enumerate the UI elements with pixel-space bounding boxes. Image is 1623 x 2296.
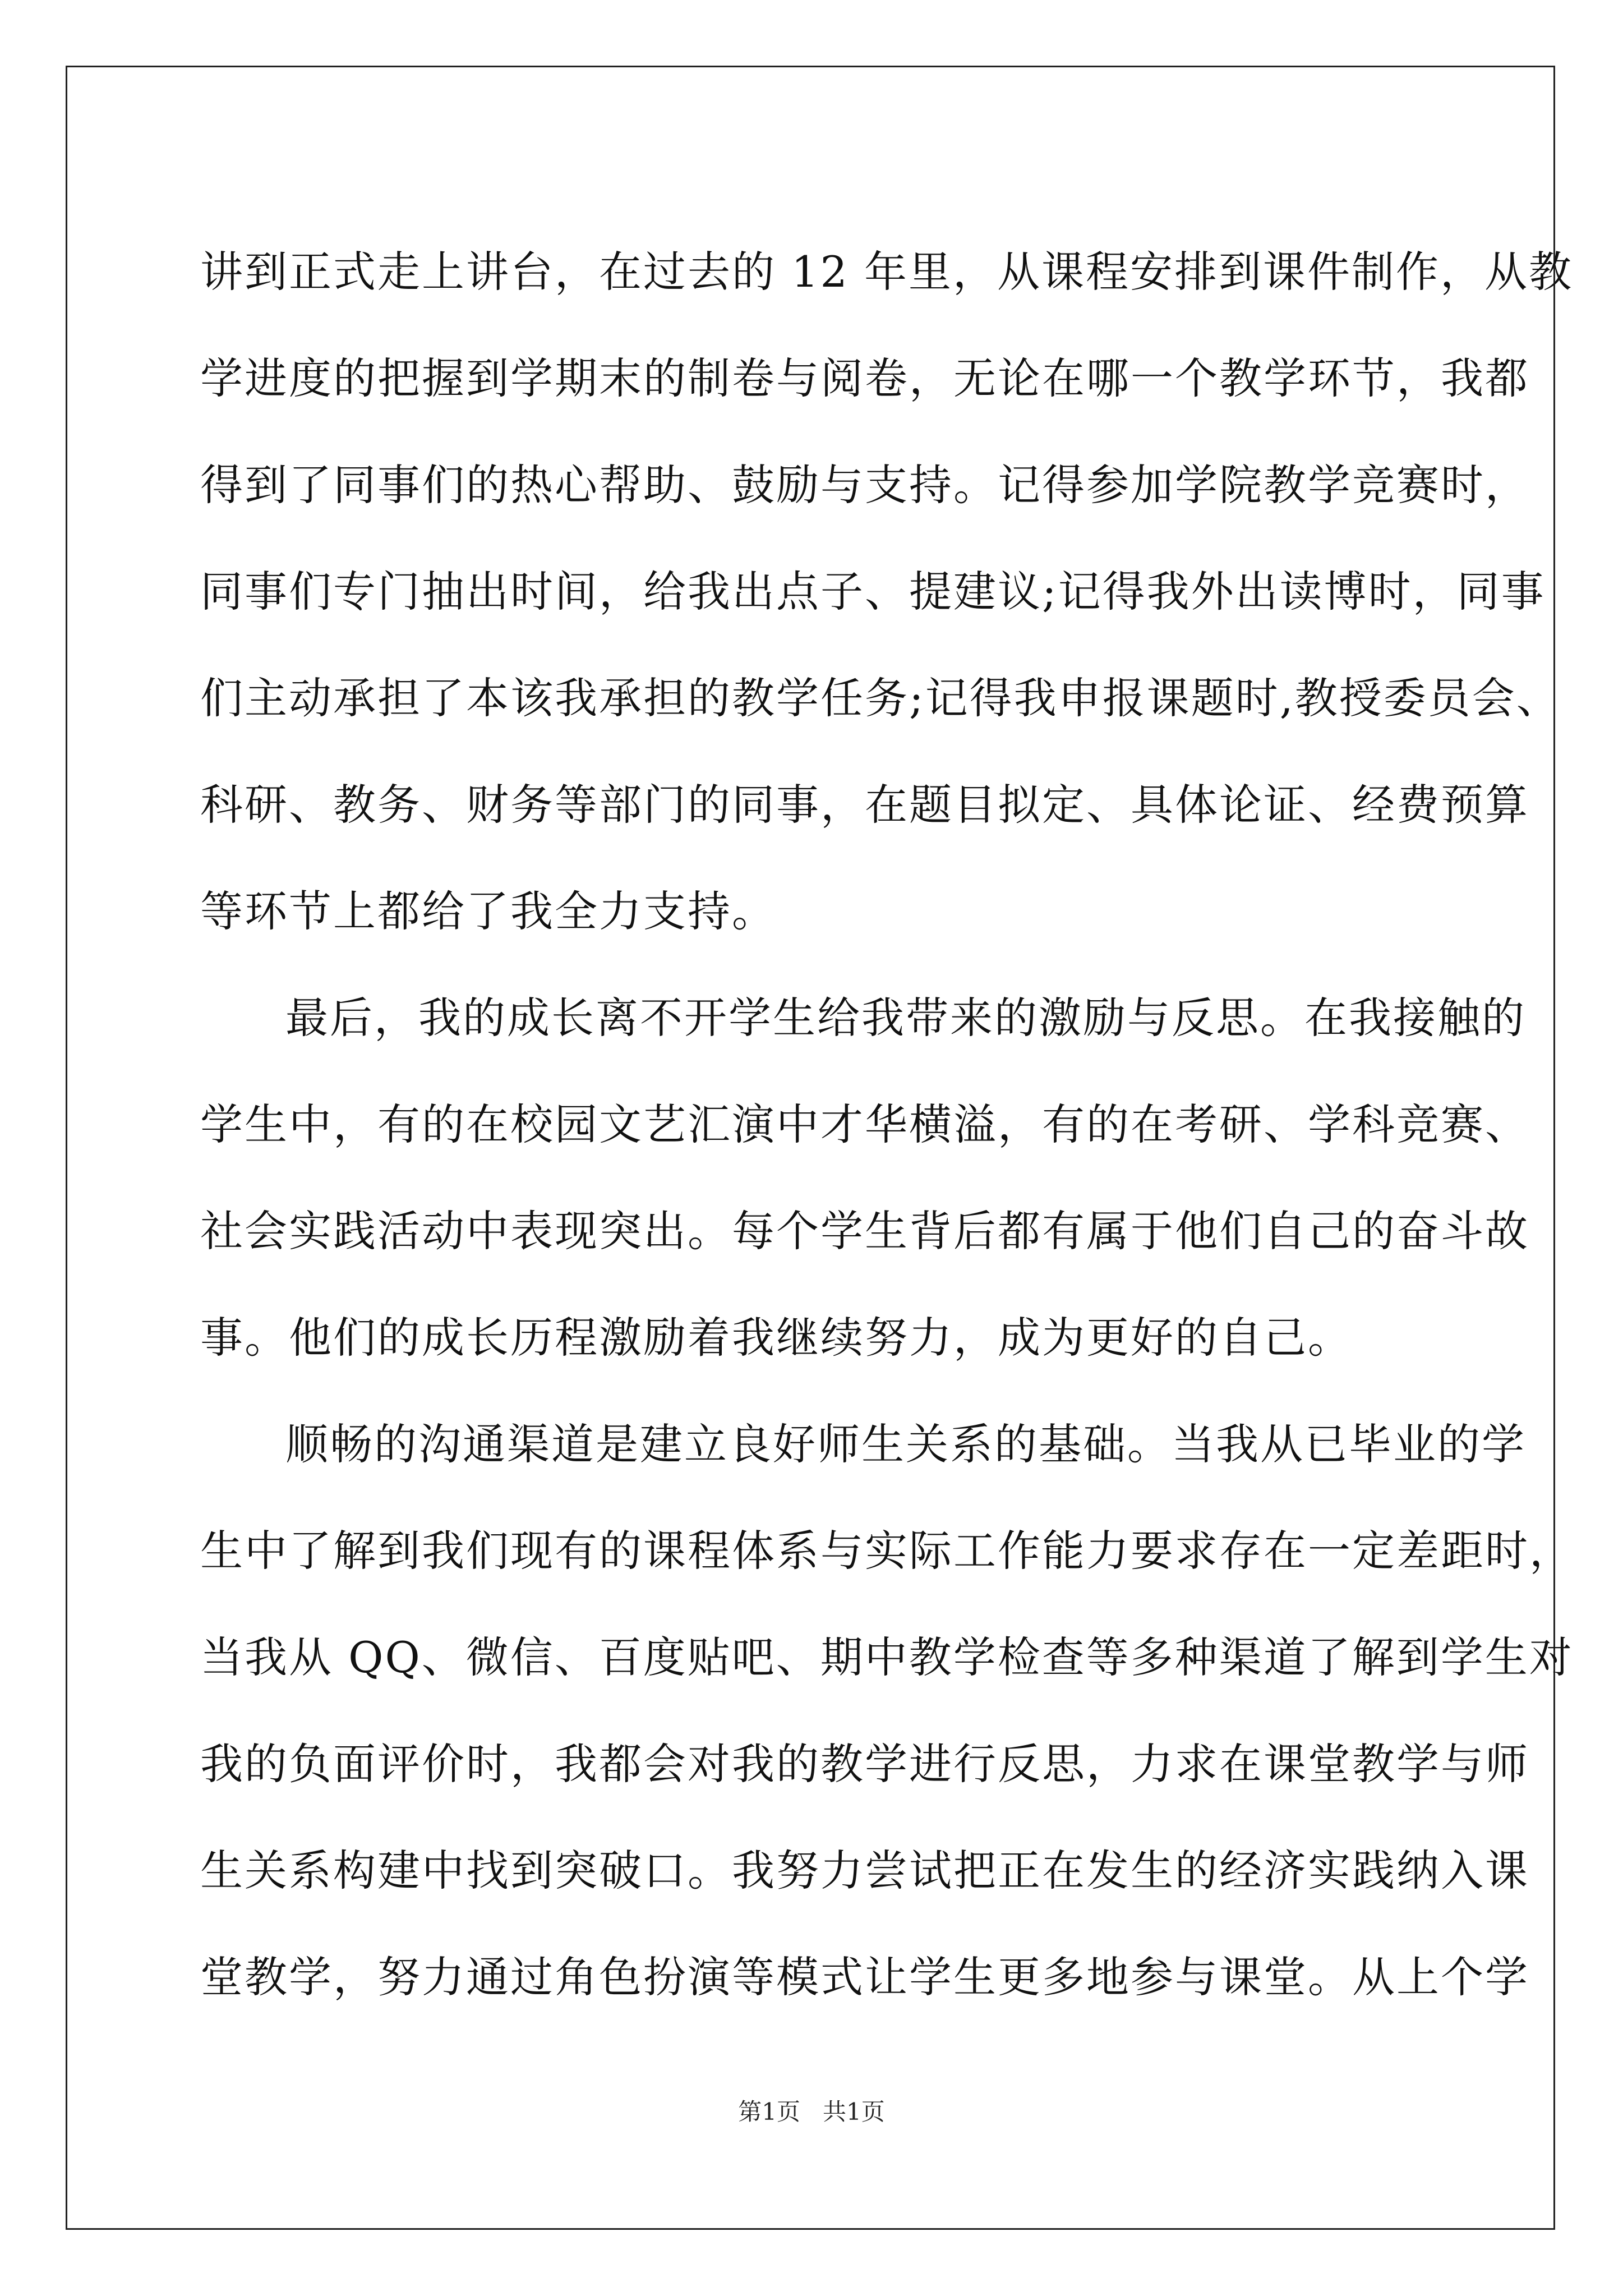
text-line: 事。他们的成长历程激励着我继续努力，成为更好的自己。 [200,1313,1352,1363]
text-line: 最后，我的成长离不开学生给我带来的激励与反思。在我接触的 [285,993,1526,1043]
paragraph-2 [200,965,1529,1391]
text-line: 等环节上都给了我全力支持。 [200,886,776,936]
text-line: 堂教学，努力通过角色扮演等模式让学生更多地参与课堂。从上个学 [200,1952,1529,2002]
text-line: 生关系构建中找到突破口。我努力尝试把正在发生的经济实践纳入课 [200,1846,1529,1895]
text-line: 得到了同事们的热心帮助、鼓励与支持。记得参加学院教学竞赛时， [200,460,1529,510]
text-line: 学进度的把握到学期末的制卷与阅卷，无论在哪一个教学环节，我都 [200,353,1529,403]
text-line: 顺畅的沟通渠道是建立良好师生关系的基础。当我从已毕业的学 [285,1419,1526,1469]
text-line: 们主动承担了本该我承担的教学任务;记得我申报课题时,教授委员会、 [200,673,1561,723]
text-line: 学生中，有的在校园文艺汇演中才华横溢，有的在考研、学科竞赛、 [200,1099,1529,1149]
text-line: 当我从 QQ、微信、百度贴吧、期中教学检查等多种渠道了解到学生对 [200,1632,1574,1682]
paragraph-1 [200,219,1574,965]
text-line: 生中了解到我们现有的课程体系与实际工作能力要求存在一定差距时， [200,1526,1574,1576]
text-line: 社会实践活动中表现突出。每个学生背后都有属于他们自己的奋斗故 [200,1206,1529,1256]
text-line: 同事们专门抽出时间，给我出点子、提建议;记得我外出读博时，同事 [200,567,1546,616]
text-line: 讲到正式走上讲台，在过去的 12 年里，从课程安排到课件制作，从教 [200,247,1574,297]
paragraph-3 [200,1391,1574,2031]
page-number-footer: 第1页 共1页 [738,2098,885,2125]
document-body [200,219,1574,2031]
text-line: 我的负面评价时，我都会对我的教学进行反思，力求在课堂教学与师 [200,1739,1529,1789]
text-line: 科研、教务、财务等部门的同事，在题目拟定、具体论证、经费预算 [200,780,1529,830]
